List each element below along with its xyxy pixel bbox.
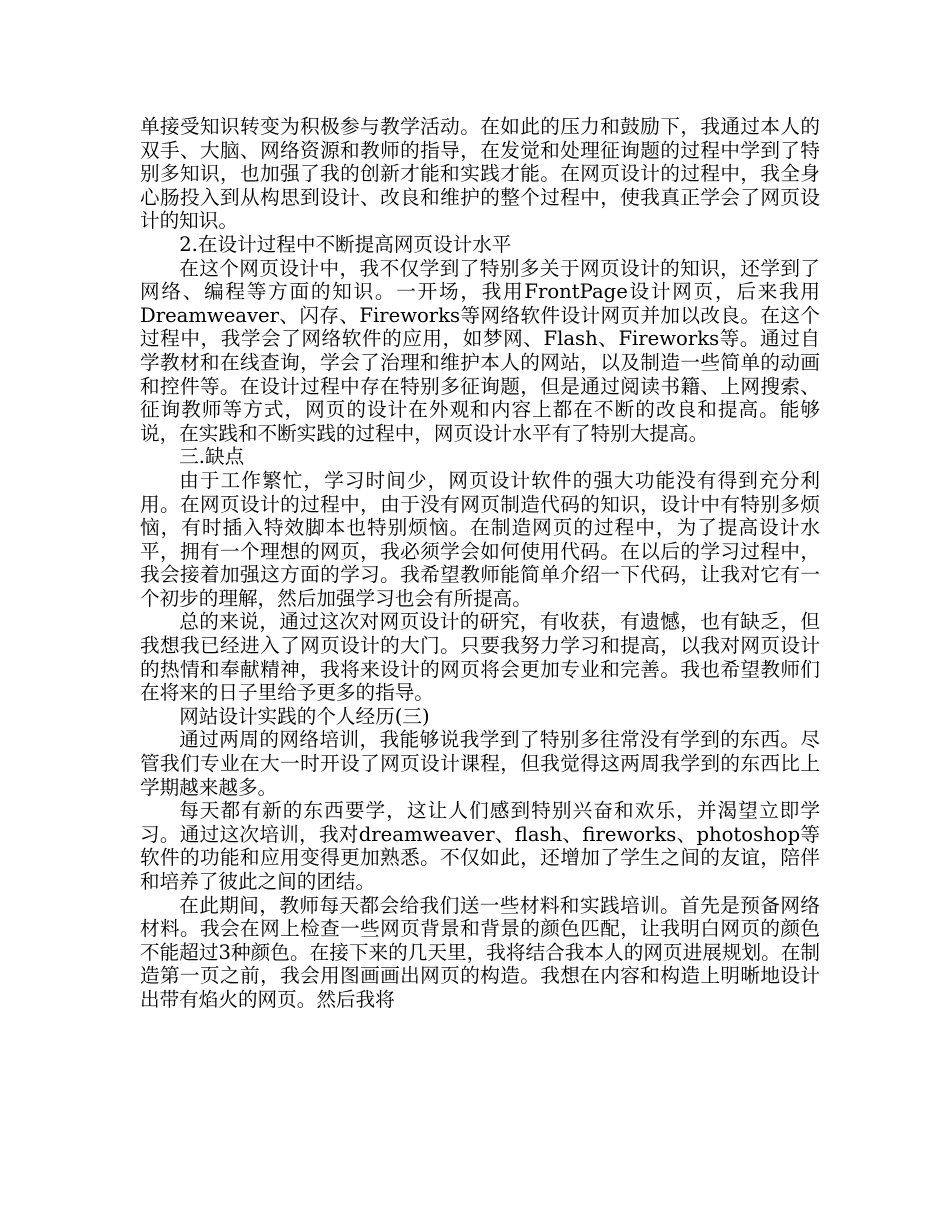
paragraph-daily-learning: 每天都有新的东西要学，这让人们感到特别兴奋和欢乐，并渴望立即学习。通过这次培训，我对dreamweaver、flash、fireworks、photoshop等软件的功能和应用变得更加熟悉。不仅如此，还增加了学生之间的友谊，陪伴和培养了彼此之间的团结。 bbox=[140, 799, 820, 893]
paragraph-summary: 总的来说，通过这次对网页设计的研究，有收获，有遗憾，也有缺乏，但我想我已经进入了网页设计的大门。只要我努力学习和提高，以我对网页设计的热情和奉献精神，我将来设计的网页将会更加专业和完善。我也希望教师们在将来的日子里给予更多的指导。 bbox=[140, 610, 820, 705]
paragraph-training-intro: 通过两周的网络培训，我能够说我学到了特别多往常没有学到的东西。尽管我们专业在大一时开设了网页设计课程，但我觉得这两周我学到的东西比上学期越来越多。 bbox=[140, 728, 820, 799]
paragraph-intro-continued: 单接受知识转变为积极参与教学活动。在如此的压力和鼓励下，我通过本人的双手、大脑、网络资源和教师的指导，在发觉和处理征询题的过程中学到了特别多知识，也加强了我的创新才能和实践才能。在网页设计的过程中，我全身心肠投入到从构思到设计、改良和维护的整个过程中，使我真正学会了网页设计的知识。 bbox=[140, 115, 820, 233]
paragraph-shortcomings: 由于工作繁忙，学习时间少，网页设计软件的强大功能没有得到充分利用。在网页设计的过程中，由于没有网页制造代码的知识，设计中有特别多烦恼，有时插入特效脚本也特别烦恼。在制造网页的过程中，为了提高设计水平，拥有一个理想的网页，我必须学会如何使用代码。在以后的学习过程中，我会接着加强这方面的学习。我希望教师能简单介绍一下代码，让我对它有一个初步的理解，然后加强学习也会有所提高。 bbox=[140, 468, 820, 610]
document-page bbox=[140, 115, 820, 1012]
article-heading-three: 网站设计实践的个人经历(三) bbox=[179, 704, 430, 728]
paragraph-design-process: 在这个网页设计中，我不仅学到了特别多关于网页设计的知识，还学到了网络、编程等方面的知识。一开场，我用FrontPage设计网页，后来我用Dreamweaver、闪存、Fireworks等网络软件设计网页并加以改良。在这个过程中，我学会了网络软件的应用，如梦网、Flash、Fireworks等。通过自学教材和在线查询，学会了治理和维护本人的网站，以及制造一些简单的动画和控件等。在设计过程中存在特别多征询题，但是通过阅读书籍、上网搜索、征询教师等方式，网页的设计在外观和内容上都在不断的改良和提高。能够说，在实践和不断实践的过程中，网页设计水平有了特别大提高。 bbox=[140, 256, 820, 445]
section-heading-shortcomings: 三.缺点 bbox=[179, 445, 245, 469]
section-heading-2: 2.在设计过程中不断提高网页设计水平 bbox=[179, 232, 512, 256]
paragraph-materials: 在此期间，教师每天都会给我们送一些材料和实践培训。首先是预备网络材料。我会在网上检查一些网页背景和背景的颜色匹配，让我明白网页的颜色不能超过3种颜色。在接下来的几天里，我将结合我本人的网页进展规划。在制造第一页之前，我会用图画画出网页的构造。我想在内容和构造上明晰地设计出带有焰火的网页。然后我将 bbox=[140, 893, 820, 1011]
